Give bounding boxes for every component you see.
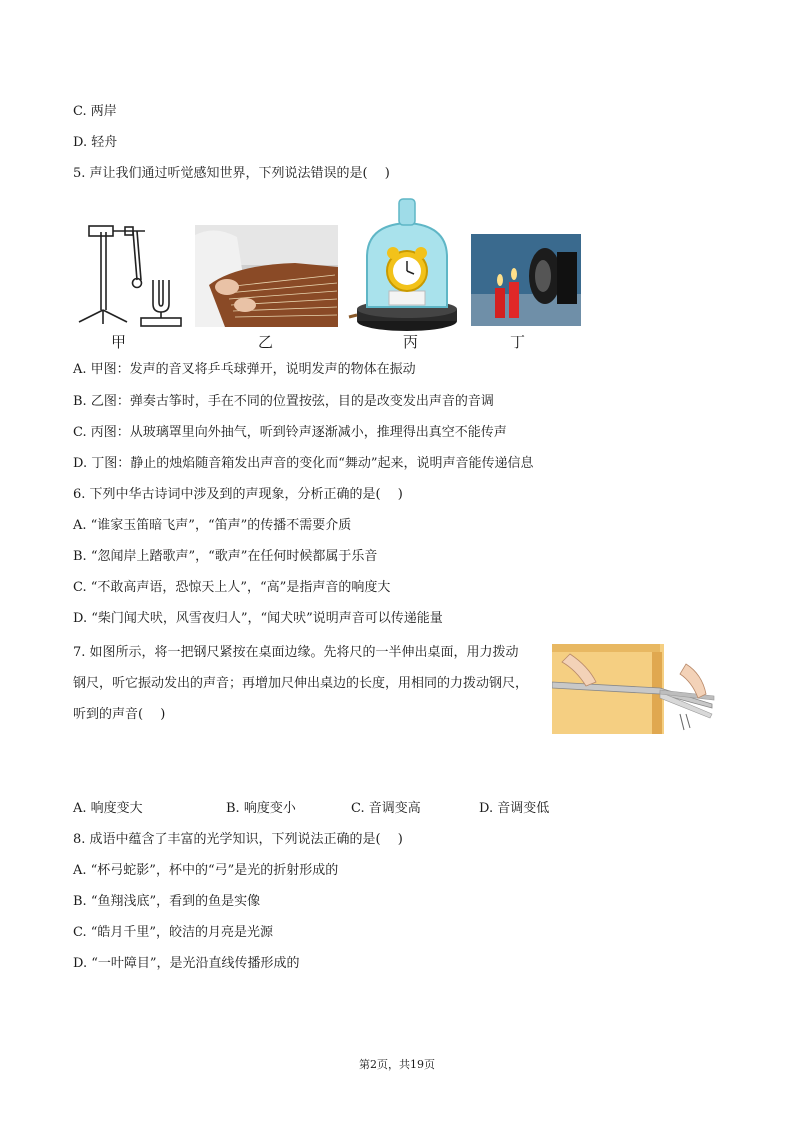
question-7-line-3: 听到的声音( )	[73, 707, 166, 722]
option-b-q8: B. “鱼翔浅底”，看到的鱼是实像	[73, 894, 261, 909]
figure-ding-speaker-candles	[471, 234, 581, 326]
figure-label-yi: 乙	[258, 333, 274, 351]
option-c-q7: C. 音调变高	[351, 801, 421, 816]
option-a-q7: A. 响度变大	[73, 801, 143, 816]
option-d-q8: D. “一叶障目”，是光沿直线传播形成的	[73, 956, 300, 971]
figure-ruler-on-table	[552, 644, 718, 734]
question-8: 8. 成语中蕴含了丰富的光学知识，下列说法正确的是( )	[73, 832, 403, 847]
question-7-line-1: 7. 如图所示，将一把钢尺紧按在桌面边缘。先将尺的一半伸出桌面，用力拨动	[73, 645, 519, 660]
figure-jia-tuning-fork	[73, 218, 185, 330]
question-5: 5. 声让我们通过听觉感知世界，下列说法错误的是( )	[73, 166, 390, 181]
question-7-line-2: 钢尺，听它振动发出的声音；再增加尺伸出桌边的长度，用相同的力拨动钢尺，	[73, 676, 529, 691]
option-d-q5: D. 丁图：静止的烛焰随音箱发出声音的变化而“舞动”起来，说明声音能传递信息	[73, 456, 534, 471]
question-6: 6. 下列中华古诗词中涉及到的声现象，分析正确的是( )	[73, 487, 403, 502]
option-a-q8: A. “杯弓蛇影”，杯中的“弓”是光的折射形成的	[73, 863, 339, 878]
option-d-q6: D. “柴门闻犬吠，风雪夜归人”，“闻犬吠”说明声音可以传递能量	[73, 611, 443, 626]
option-a-q6: A. “谁家玉笛暗飞声”，“笛声”的传播不需要介质	[73, 518, 352, 533]
option-c-q8: C. “皓月千里”，皎洁的月亮是光源	[73, 925, 274, 940]
figure-yi-guzheng	[195, 225, 338, 327]
figure-label-jia: 甲	[111, 333, 127, 351]
option-b-q7: B. 响度变小	[226, 801, 296, 816]
option-a-q5: A. 甲图：发声的音叉将乒乓球弹开，说明发声的物体在振动	[73, 362, 416, 377]
option-b-q6: B. “忽闻岸上踏歌声”，“歌声”在任何时候都属于乐音	[73, 549, 378, 564]
option-c-q5: C. 丙图：从玻璃罩里向外抽气，听到铃声逐渐减小，推理得出真空不能传声	[73, 425, 507, 440]
figure-label-bing: 丙	[403, 333, 419, 351]
option-d-q4: D. 轻舟	[73, 135, 118, 150]
figure-bing-bell-jar	[347, 195, 462, 337]
figure-label-ding: 丁	[510, 333, 526, 351]
option-c-q4: C. 两岸	[73, 104, 117, 119]
option-b-q5: B. 乙图：弹奏古筝时，手在不同的位置按弦，目的是改变发出声音的音调	[73, 394, 494, 409]
option-d-q7: D. 音调变低	[479, 801, 550, 816]
option-c-q6: C. “不敢高声语，恐惊天上人”，“高”是指声音的响度大	[73, 580, 391, 595]
page-footer: 第2页，共19页	[359, 1058, 435, 1071]
